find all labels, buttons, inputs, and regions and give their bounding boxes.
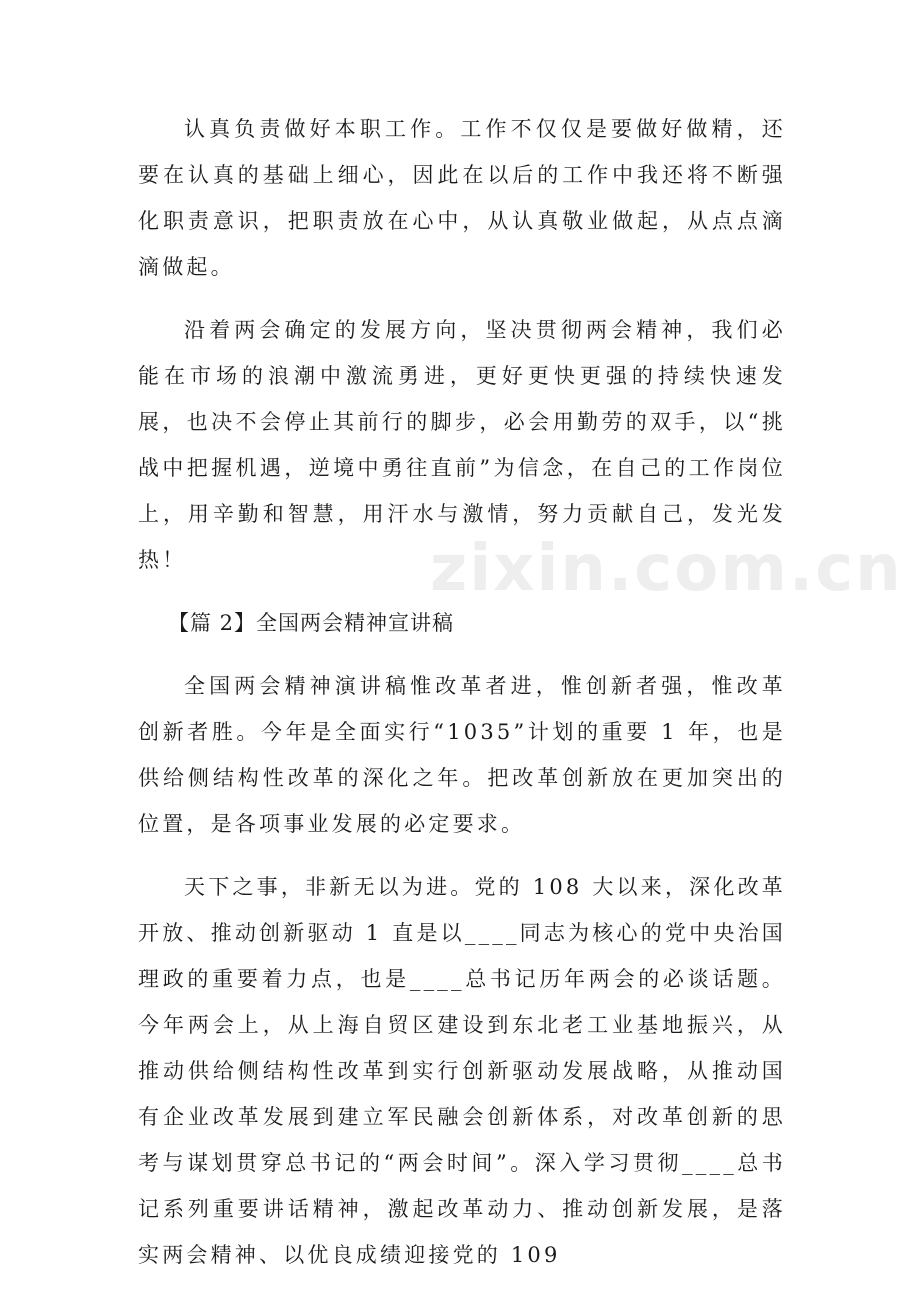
paragraph-2: 沿着两会确定的发展方向，坚决贯彻两会精神，我们必能在市场的浪潮中激流勇进，更好更快更强的持续快速发展，也决不会停止其前行的脚步，必会用勤劳的双手，以“挑战中把握机遇，逆境中勇往直前”为信念，在自己的工作岗位上，用辛勤和智慧，用汗水与激情，努力贡献自己，发光发热！ bbox=[138, 318, 786, 572]
paragraph-4: 天下之事，非新无以为进。党的 108 大以来，深化改革开放、推动创新驱动 1 直是以____同志为核心的党中央治国理政的重要着力点，也是____总书记历年两会的必谈话题。今年两会上，从上海自贸区建设到东北老工业基地振兴，从推动供给侧结构性改革到实行创新驱动发展战略，从推动国有企业改革发展到建立军民融会创新体系，对改革创新的思考与谋划贯穿总书记的“两会时间”。深入学习贯彻____总书记系列重要讲话精神，激起改革动力、推动创新发展，是落实两会精神、以优良成绩迎接党的 109 bbox=[138, 875, 786, 1267]
section-heading: 【篇 2】全国两会精神宣讲稿 bbox=[168, 611, 455, 635]
document-body bbox=[138, 106, 786, 1295]
watermark-text: zixin.com.cn bbox=[430, 532, 903, 606]
paragraph-1: 认真负责做好本职工作。工作不仅仅是要做好做精，还要在认真的基础上细心，因此在以后的工作中我还将不断强化职责意识，把职责放在心中，从认真敬业做起，从点点滴滴做起。 bbox=[138, 117, 786, 279]
paragraph-3: 全国两会精神演讲稿惟改革者进，惟创新者强，惟改革创新者胜。今年是全面实行“1035”计划的重要 1 年，也是供给侧结构性改革的深化之年。把改革创新放在更加突出的位置，是各项事业发展的必定要求。 bbox=[138, 674, 786, 836]
